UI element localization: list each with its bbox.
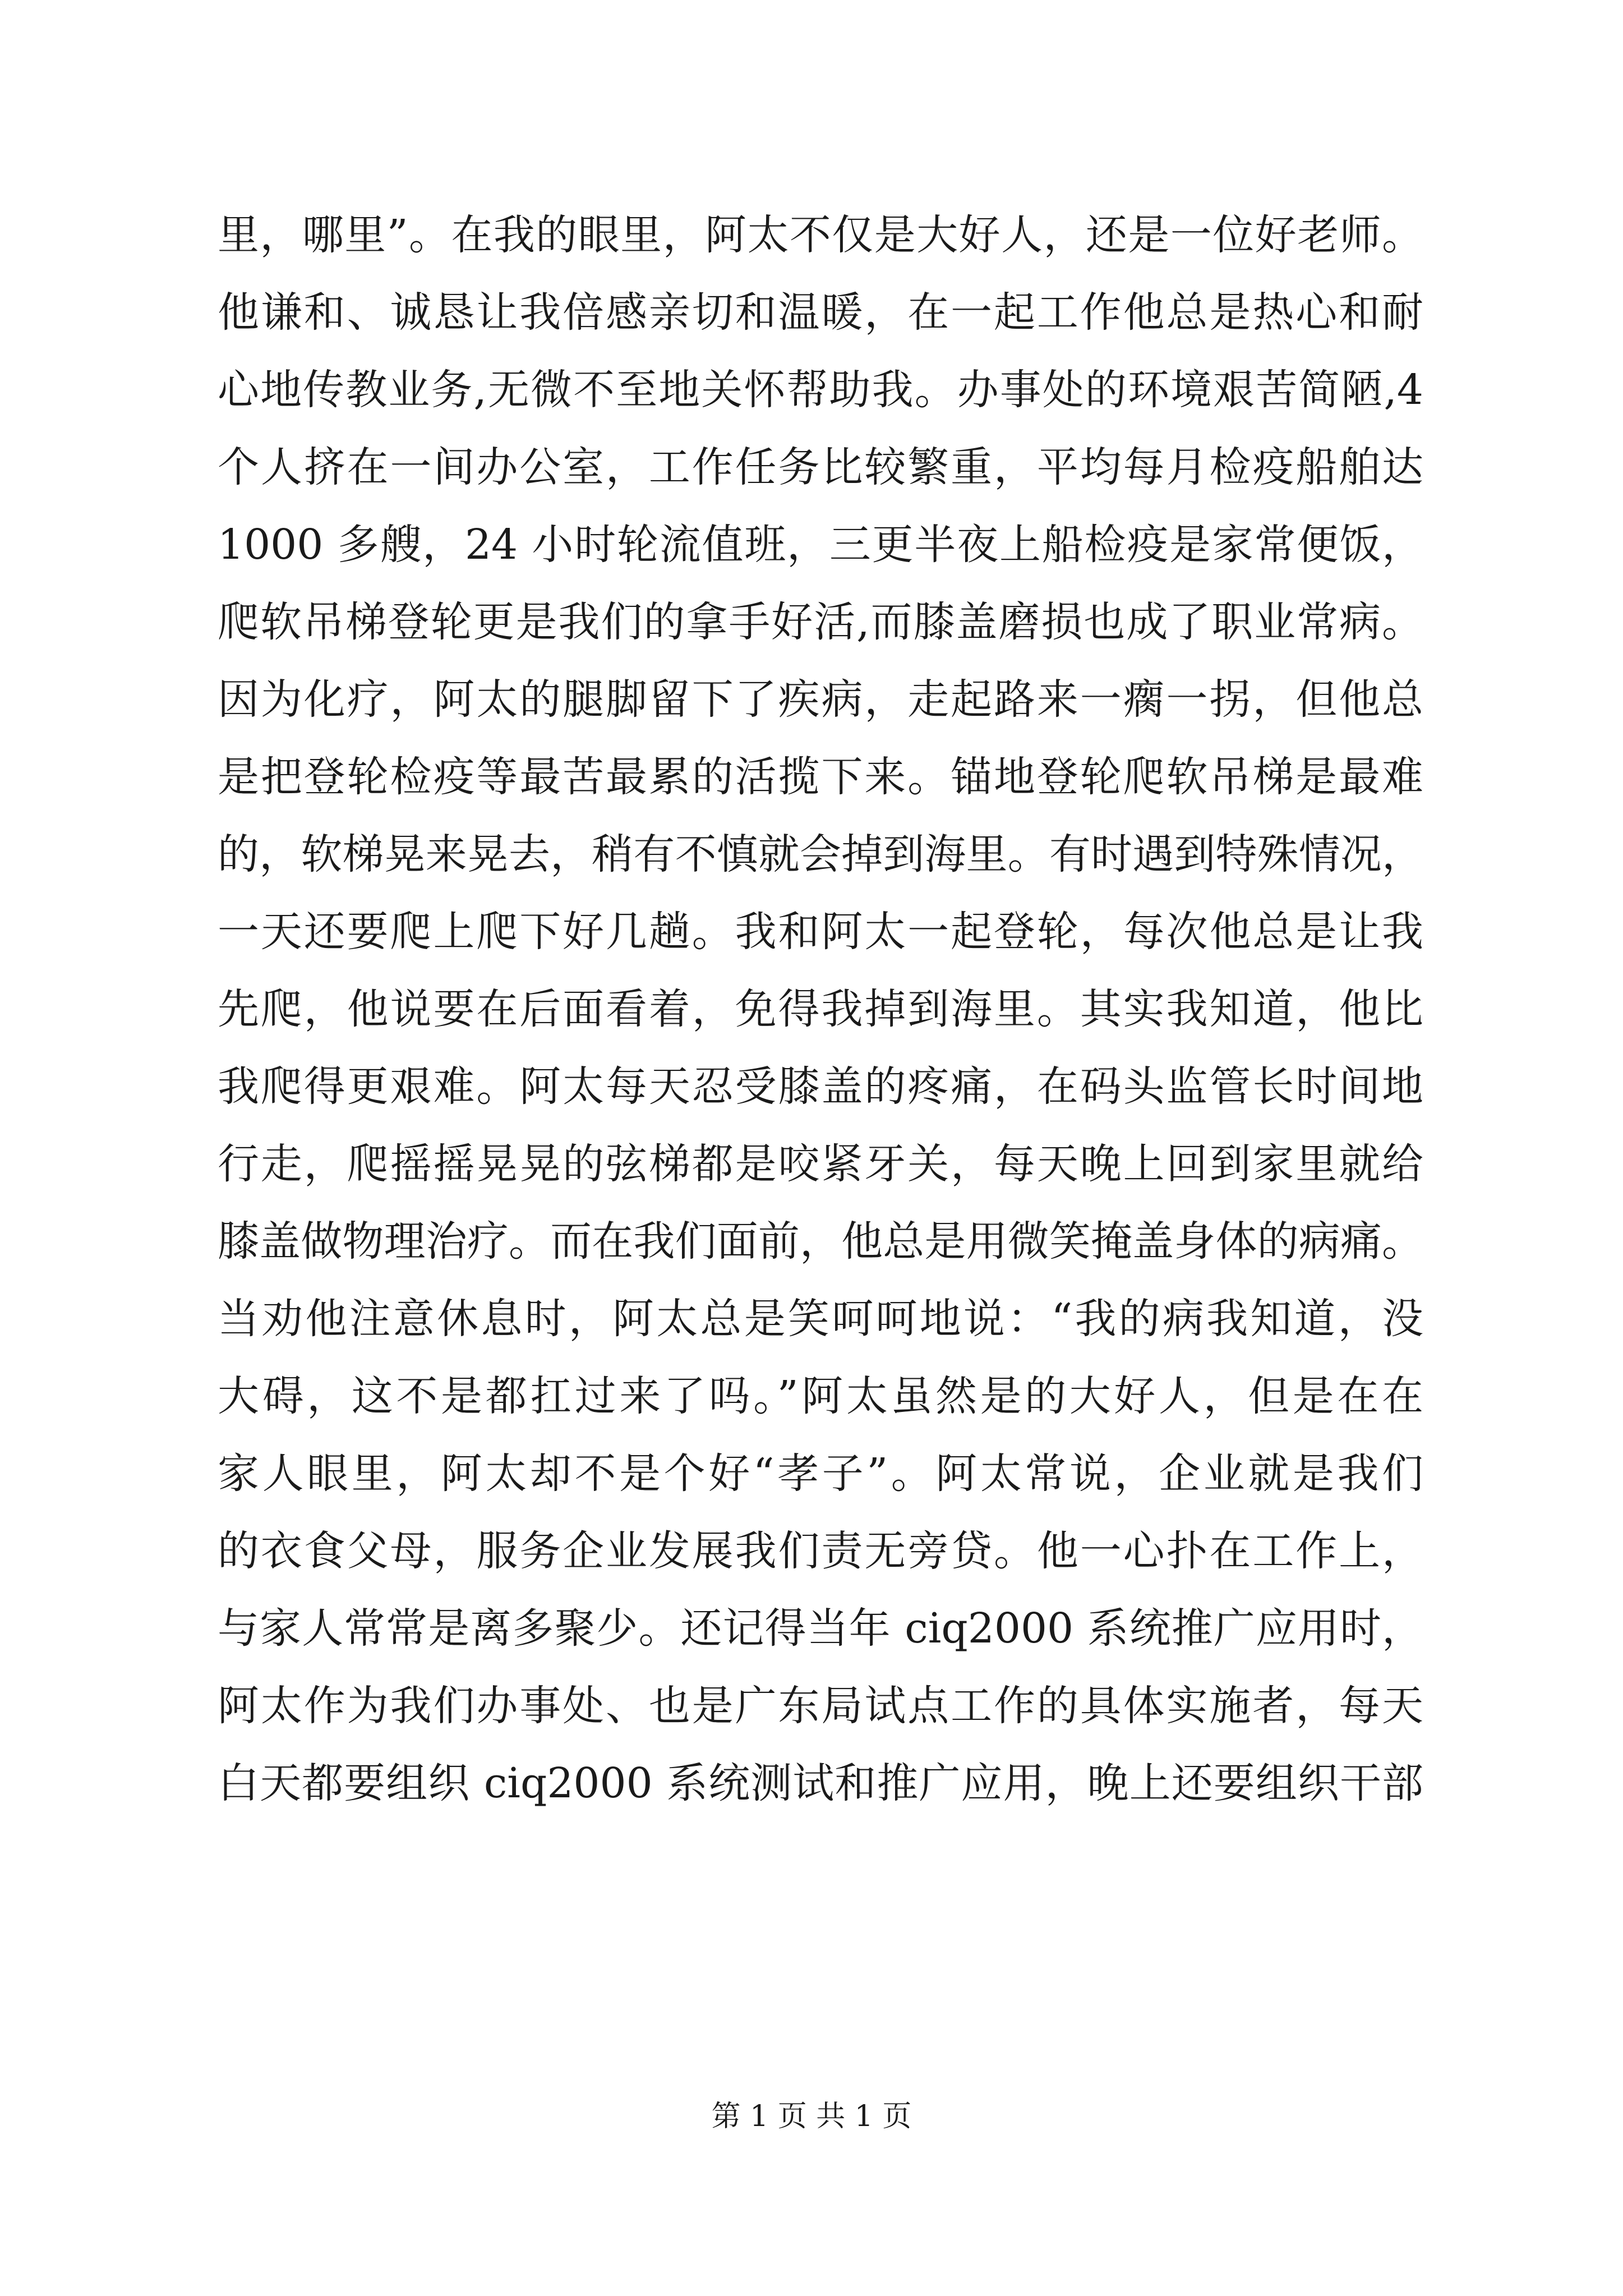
text-line: 爬软吊梯登轮更是我们的拿手好活,而膝盖磨损也成了职业常病。 — [218, 598, 1423, 646]
text-line: 阿太作为我们办事处、也是广东局试点工作的具体实施者，每天 — [218, 1682, 1423, 1730]
text-line: 当劝他注意休息时，阿太总是笑呵呵地说：“我的病我知道，没 — [218, 1295, 1423, 1343]
text-line: 1000 多艘，24 小时轮流值班，三更半夜上船检疫是家常便饭， — [218, 521, 1423, 569]
text-line: 家人眼里，阿太却不是个好“孝子”。阿太常说，企业就是我们 — [218, 1450, 1423, 1498]
text-line: 一天还要爬上爬下好几趟。我和阿太一起登轮，每次他总是让我 — [218, 908, 1423, 956]
text-line: 他谦和、诚恳让我倍感亲切和温暖，在一起工作他总是热心和耐 — [218, 288, 1423, 337]
text-line: 的衣食父母，服务企业发展我们责无旁贷。他一心扑在工作上， — [218, 1527, 1423, 1575]
text-line: 是把登轮检疫等最苦最累的活揽下来。锚地登轮爬软吊梯是最难 — [218, 753, 1423, 801]
text-line: 的，软梯晃来晃去，稍有不慎就会掉到海里。有时遇到特殊情况， — [218, 830, 1423, 878]
text-line: 大碍，这不是都扛过来了吗。”阿太虽然是的大好人，但是在在 — [218, 1372, 1423, 1420]
text-line: 膝盖做物理治疗。而在我们面前，他总是用微笑掩盖身体的病痛。 — [218, 1217, 1423, 1266]
text-line: 里，哪里”。在我的眼里，阿太不仅是大好人，还是一位好老师。 — [218, 211, 1423, 259]
text-line: 个人挤在一间办公室，工作任务比较繁重，平均每月检疫船舶达 — [218, 443, 1423, 491]
page-number-label: 第 1 页 共 1 页 — [711, 2100, 912, 2133]
text-line: 白天都要组织 ciq2000 系统测试和推广应用，晚上还要组织干部 — [218, 1759, 1423, 1807]
body-text — [218, 196, 1423, 1822]
text-line: 心地传教业务,无微不至地关怀帮助我。办事处的环境艰苦简陋,4 — [218, 366, 1423, 414]
text-line: 因为化疗，阿太的腿脚留下了疾病，走起路来一瘸一拐，但他总 — [218, 675, 1423, 724]
text-line: 我爬得更艰难。阿太每天忍受膝盖的疼痛，在码头监管长时间地 — [218, 1062, 1423, 1111]
page-footer — [0, 2097, 1623, 2136]
text-line: 与家人常常是离多聚少。还记得当年 ciq2000 系统推广应用时， — [218, 1604, 1423, 1653]
text-line: 行走，爬摇摇晃晃的弦梯都是咬紧牙关，每天晚上回到家里就给 — [218, 1140, 1423, 1188]
text-line: 先爬，他说要在后面看着，免得我掉到海里。其实我知道，他比 — [218, 985, 1423, 1033]
